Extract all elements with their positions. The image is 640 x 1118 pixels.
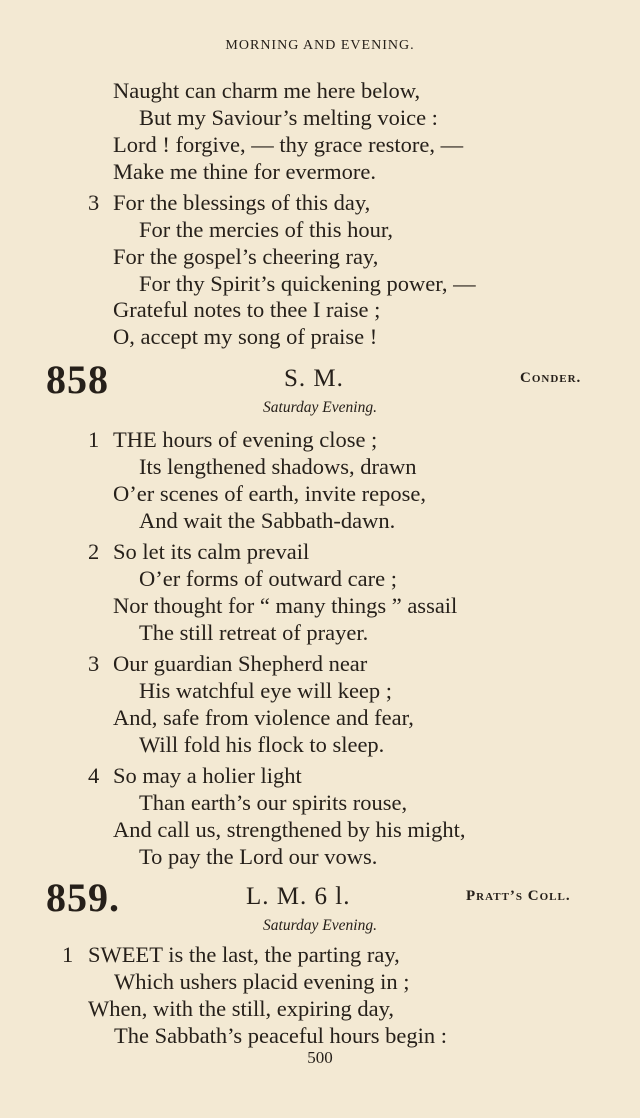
verse-line: Which ushers placid evening in ; [114, 969, 410, 994]
stanza-number: 1 [88, 427, 100, 452]
stanza-number: 3 [88, 651, 100, 676]
verse-line: Its lengthened shadows, drawn [139, 454, 417, 479]
verse-line: THE hours of evening close ; [113, 427, 378, 452]
verse-line: For thy Spirit’s quickening power, — [139, 271, 476, 296]
hymn-occasion: Saturday Evening. [263, 399, 377, 416]
verse-line: SWEET is the last, the parting ray, [88, 942, 400, 967]
verse-line: Than earth’s our spirits rouse, [139, 790, 408, 815]
page-number: 500 [307, 1048, 333, 1067]
verse-line: So may a holier light [113, 763, 302, 788]
hymn-number: 859. [46, 875, 120, 920]
hymn-composer: Conder. [520, 370, 582, 386]
verse-line: And call us, strengthened by his might, [113, 817, 466, 842]
verse-line: For the blessings of this day, [113, 190, 371, 215]
hymn-number: 858 [46, 357, 109, 402]
verse-line: For the mercies of this hour, [139, 217, 394, 242]
verse-line: The still retreat of prayer. [139, 620, 369, 645]
running-head: MORNING AND EVENING. [225, 38, 415, 53]
verse-line: O’er scenes of earth, invite repose, [113, 481, 426, 506]
verse-line: Naught can charm me here below, [113, 78, 421, 103]
stanza-number: 2 [88, 539, 100, 564]
verse-line: To pay the Lord our vows. [139, 844, 378, 869]
verse-line: Grateful notes to thee I raise ; [113, 297, 381, 322]
verse-line: Our guardian Shepherd near [113, 651, 368, 676]
verse-line: His watchful eye will keep ; [139, 678, 393, 703]
hymn-meter: L. M. 6 l. [246, 883, 351, 910]
verse-line: For the gospel’s cheering ray, [113, 244, 379, 269]
hymn-occasion: Saturday Evening. [263, 917, 377, 934]
verse-line: And, safe from violence and fear, [113, 705, 414, 730]
verse-line: Will fold his flock to sleep. [139, 732, 385, 757]
hymn-meter: S. M. [284, 365, 344, 392]
stanza-number: 4 [88, 763, 100, 788]
verse-line: So let its calm prevail [113, 539, 310, 564]
verse-line: Nor thought for “ many things ” assail [113, 593, 458, 618]
stanza-number: 1 [62, 942, 74, 967]
verse-line: O, accept my song of praise ! [113, 324, 378, 349]
hymn-composer: Pratt’s Coll. [466, 888, 571, 904]
stanza-number: 3 [88, 190, 100, 215]
verse-line: But my Saviour’s melting voice : [139, 105, 438, 130]
verse-line: Make me thine for evermore. [113, 159, 377, 184]
verse-line: O’er forms of outward care ; [139, 566, 398, 591]
verse-line: Lord ! forgive, — thy grace restore, — [113, 132, 464, 157]
verse-line: When, with the still, expiring day, [88, 996, 394, 1021]
verse-line: And wait the Sabbath-dawn. [139, 508, 396, 533]
verse-line: The Sabbath’s peaceful hours begin : [114, 1023, 448, 1048]
